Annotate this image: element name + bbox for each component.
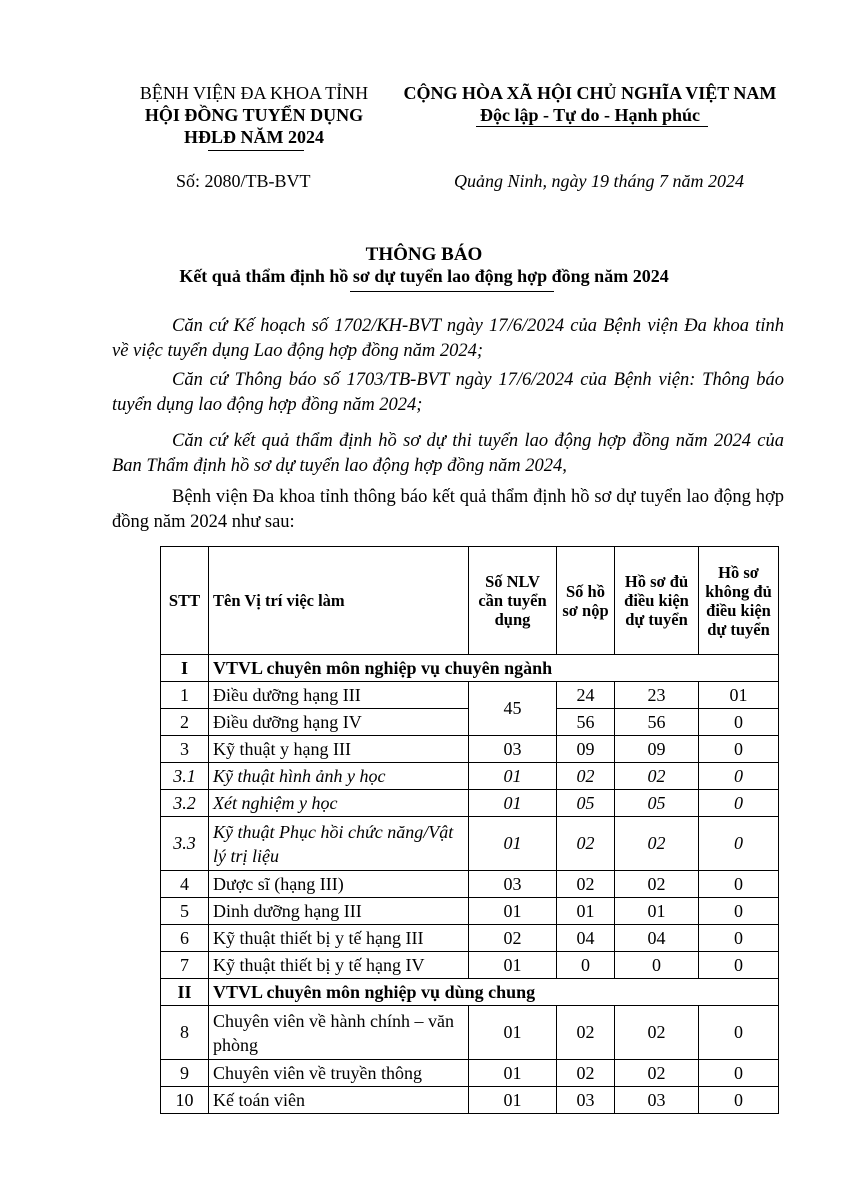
cell-submitted: 24 <box>557 682 615 709</box>
cell-ineligible: 0 <box>699 1087 779 1114</box>
cell-stt: 8 <box>161 1006 209 1060</box>
cell-position: Chuyên viên về hành chính – văn phòng <box>209 1006 469 1060</box>
col-header-submitted: Số hồ sơ nộp <box>557 547 615 655</box>
table-row <box>161 871 779 898</box>
basis-text-2: Căn cứ Thông báo số 1703/TB-BVT ngày 17/6/2024 của Bệnh viện: Thông báo tuyển dụng lao động hợp đồng năm 2024; <box>112 370 784 415</box>
cell-submitted: 02 <box>557 871 615 898</box>
table-row <box>161 763 779 790</box>
cell-submitted: 02 <box>557 1006 615 1060</box>
org-underline <box>208 150 304 151</box>
cell-ineligible: 01 <box>699 682 779 709</box>
cell-ineligible: 0 <box>699 925 779 952</box>
cell-position: Kế toán viên <box>209 1087 469 1114</box>
basis-paragraph-3 <box>112 429 784 479</box>
col-header-need: Số NLV cần tuyển dụng <box>469 547 557 655</box>
motto: Độc lập - Tự do - Hạnh phúc <box>479 105 701 125</box>
cell-eligible: 05 <box>615 790 699 817</box>
document-title: THÔNG BÁO <box>365 244 483 265</box>
cell-need-merged: 45 <box>469 682 557 736</box>
cell-submitted: 02 <box>557 1060 615 1087</box>
basis-text-3: Căn cứ kết quả thẩm định hồ sơ dự thi tuyển lao động hợp đồng năm 2024 của Ban Thẩm định hồ sơ dự tuyển lao động hợp đồng năm 2024, <box>112 431 784 476</box>
org-line-3: HĐLĐ NĂM 2024 <box>184 127 324 147</box>
cell-position: Kỹ thuật y hạng III <box>209 736 469 763</box>
basis-paragraph-2 <box>112 368 784 418</box>
cell-stt: 3.1 <box>161 763 209 790</box>
section-row <box>161 979 779 1006</box>
section-number: II <box>161 979 209 1006</box>
cell-eligible: 02 <box>615 871 699 898</box>
cell-stt: 3 <box>161 736 209 763</box>
table-row <box>161 736 779 763</box>
cell-eligible: 56 <box>615 709 699 736</box>
document-subtitle: Kết quả thẩm định hồ sơ dự tuyển lao động hợp đồng năm 2024 <box>179 266 669 286</box>
subtitle-underline <box>350 291 554 292</box>
cell-eligible: 01 <box>615 898 699 925</box>
cell-need: 01 <box>469 1060 557 1087</box>
cell-position: Điều dưỡng hạng IV <box>209 709 469 736</box>
cell-position: Kỹ thuật hình ảnh y học <box>209 763 469 790</box>
cell-eligible: 02 <box>615 1060 699 1087</box>
cell-submitted: 05 <box>557 790 615 817</box>
table-row <box>161 682 779 709</box>
cell-eligible: 03 <box>615 1087 699 1114</box>
cell-eligible: 0 <box>615 952 699 979</box>
cell-need: 01 <box>469 763 557 790</box>
cell-need: 01 <box>469 1006 557 1060</box>
cell-ineligible: 0 <box>699 952 779 979</box>
org-line-2: HỘI ĐỒNG TUYỂN DỤNG <box>144 105 364 125</box>
cell-ineligible: 0 <box>699 709 779 736</box>
cell-ineligible: 0 <box>699 871 779 898</box>
section-title: VTVL chuyên môn nghiệp vụ chuyên ngành <box>209 655 779 682</box>
place-date: Quảng Ninh, ngày 19 tháng 7 năm 2024 <box>454 171 744 191</box>
national-header <box>400 82 780 126</box>
table-row <box>161 1060 779 1087</box>
cell-position: Dược sĩ (hạng III) <box>209 871 469 898</box>
cell-ineligible: 0 <box>699 1006 779 1060</box>
table-row <box>161 925 779 952</box>
cell-ineligible: 0 <box>699 763 779 790</box>
basis-text-1: Căn cứ Kế hoạch số 1702/KH-BVT ngày 17/6/2024 của Bệnh viện Đa khoa tỉnh về việc tuyển dụng Lao động hợp đồng năm 2024; <box>112 316 784 361</box>
results-table <box>160 546 779 1114</box>
cell-stt: 2 <box>161 709 209 736</box>
announcement-text: Bệnh viện Đa khoa tỉnh thông báo kết quả thẩm định hồ sơ dự tuyển lao động hợp đồng năm 2024 như sau: <box>112 487 784 532</box>
cell-ineligible: 0 <box>699 817 779 871</box>
cell-position: Dinh dưỡng hạng III <box>209 898 469 925</box>
cell-position: Kỹ thuật Phục hồi chức năng/Vật lý trị liệu <box>209 817 469 871</box>
cell-need: 03 <box>469 736 557 763</box>
org-line-1: BỆNH VIỆN ĐA KHOA TỈNH <box>139 83 369 103</box>
cell-position: Chuyên viên về truyền thông <box>209 1060 469 1087</box>
cell-position: Điều dưỡng hạng III <box>209 682 469 709</box>
motto-underline <box>476 126 708 127</box>
cell-submitted: 02 <box>557 817 615 871</box>
table-row <box>161 1087 779 1114</box>
section-title: VTVL chuyên môn nghiệp vụ dùng chung <box>209 979 779 1006</box>
table-row <box>161 1006 779 1060</box>
cell-need: 02 <box>469 925 557 952</box>
cell-need: 01 <box>469 952 557 979</box>
col-header-ineligible: Hồ sơ không đủ điều kiện dự tuyển <box>699 547 779 655</box>
nation-title: CỘNG HÒA XÃ HỘI CHỦ NGHĨA VIỆT NAM <box>403 83 777 103</box>
col-header-eligible: Hồ sơ đủ điều kiện dự tuyển <box>615 547 699 655</box>
cell-need: 01 <box>469 898 557 925</box>
cell-eligible: 02 <box>615 817 699 871</box>
cell-eligible: 23 <box>615 682 699 709</box>
cell-eligible: 04 <box>615 925 699 952</box>
cell-submitted: 04 <box>557 925 615 952</box>
cell-ineligible: 0 <box>699 1060 779 1087</box>
cell-submitted: 03 <box>557 1087 615 1114</box>
cell-ineligible: 0 <box>699 790 779 817</box>
cell-stt: 9 <box>161 1060 209 1087</box>
cell-eligible: 02 <box>615 1006 699 1060</box>
cell-position: Kỹ thuật thiết bị y tế hạng III <box>209 925 469 952</box>
cell-submitted: 56 <box>557 709 615 736</box>
col-header-stt: STT <box>161 547 209 655</box>
section-number: I <box>161 655 209 682</box>
cell-stt: 7 <box>161 952 209 979</box>
cell-position: Xét nghiệm y học <box>209 790 469 817</box>
cell-eligible: 02 <box>615 763 699 790</box>
cell-need: 01 <box>469 1087 557 1114</box>
cell-position: Kỹ thuật thiết bị y tế hạng IV <box>209 952 469 979</box>
cell-stt: 6 <box>161 925 209 952</box>
cell-stt: 3.3 <box>161 817 209 871</box>
cell-stt: 10 <box>161 1087 209 1114</box>
document-number: Số: 2080/TB-BVT <box>176 171 311 191</box>
col-header-position: Tên Vị trí việc làm <box>209 547 469 655</box>
cell-stt: 1 <box>161 682 209 709</box>
table-row <box>161 952 779 979</box>
table-row <box>161 817 779 871</box>
organization-block <box>118 82 390 148</box>
table-header-row <box>161 547 779 655</box>
cell-stt: 5 <box>161 898 209 925</box>
cell-submitted: 02 <box>557 763 615 790</box>
cell-stt: 3.2 <box>161 790 209 817</box>
table-row <box>161 790 779 817</box>
cell-ineligible: 0 <box>699 736 779 763</box>
cell-need: 01 <box>469 817 557 871</box>
cell-submitted: 01 <box>557 898 615 925</box>
section-row <box>161 655 779 682</box>
announcement-paragraph <box>112 485 784 535</box>
cell-need: 03 <box>469 871 557 898</box>
cell-stt: 4 <box>161 871 209 898</box>
cell-eligible: 09 <box>615 736 699 763</box>
basis-paragraph-1 <box>112 314 784 364</box>
table-row <box>161 898 779 925</box>
cell-submitted: 09 <box>557 736 615 763</box>
cell-ineligible: 0 <box>699 898 779 925</box>
cell-need: 01 <box>469 790 557 817</box>
cell-submitted: 0 <box>557 952 615 979</box>
